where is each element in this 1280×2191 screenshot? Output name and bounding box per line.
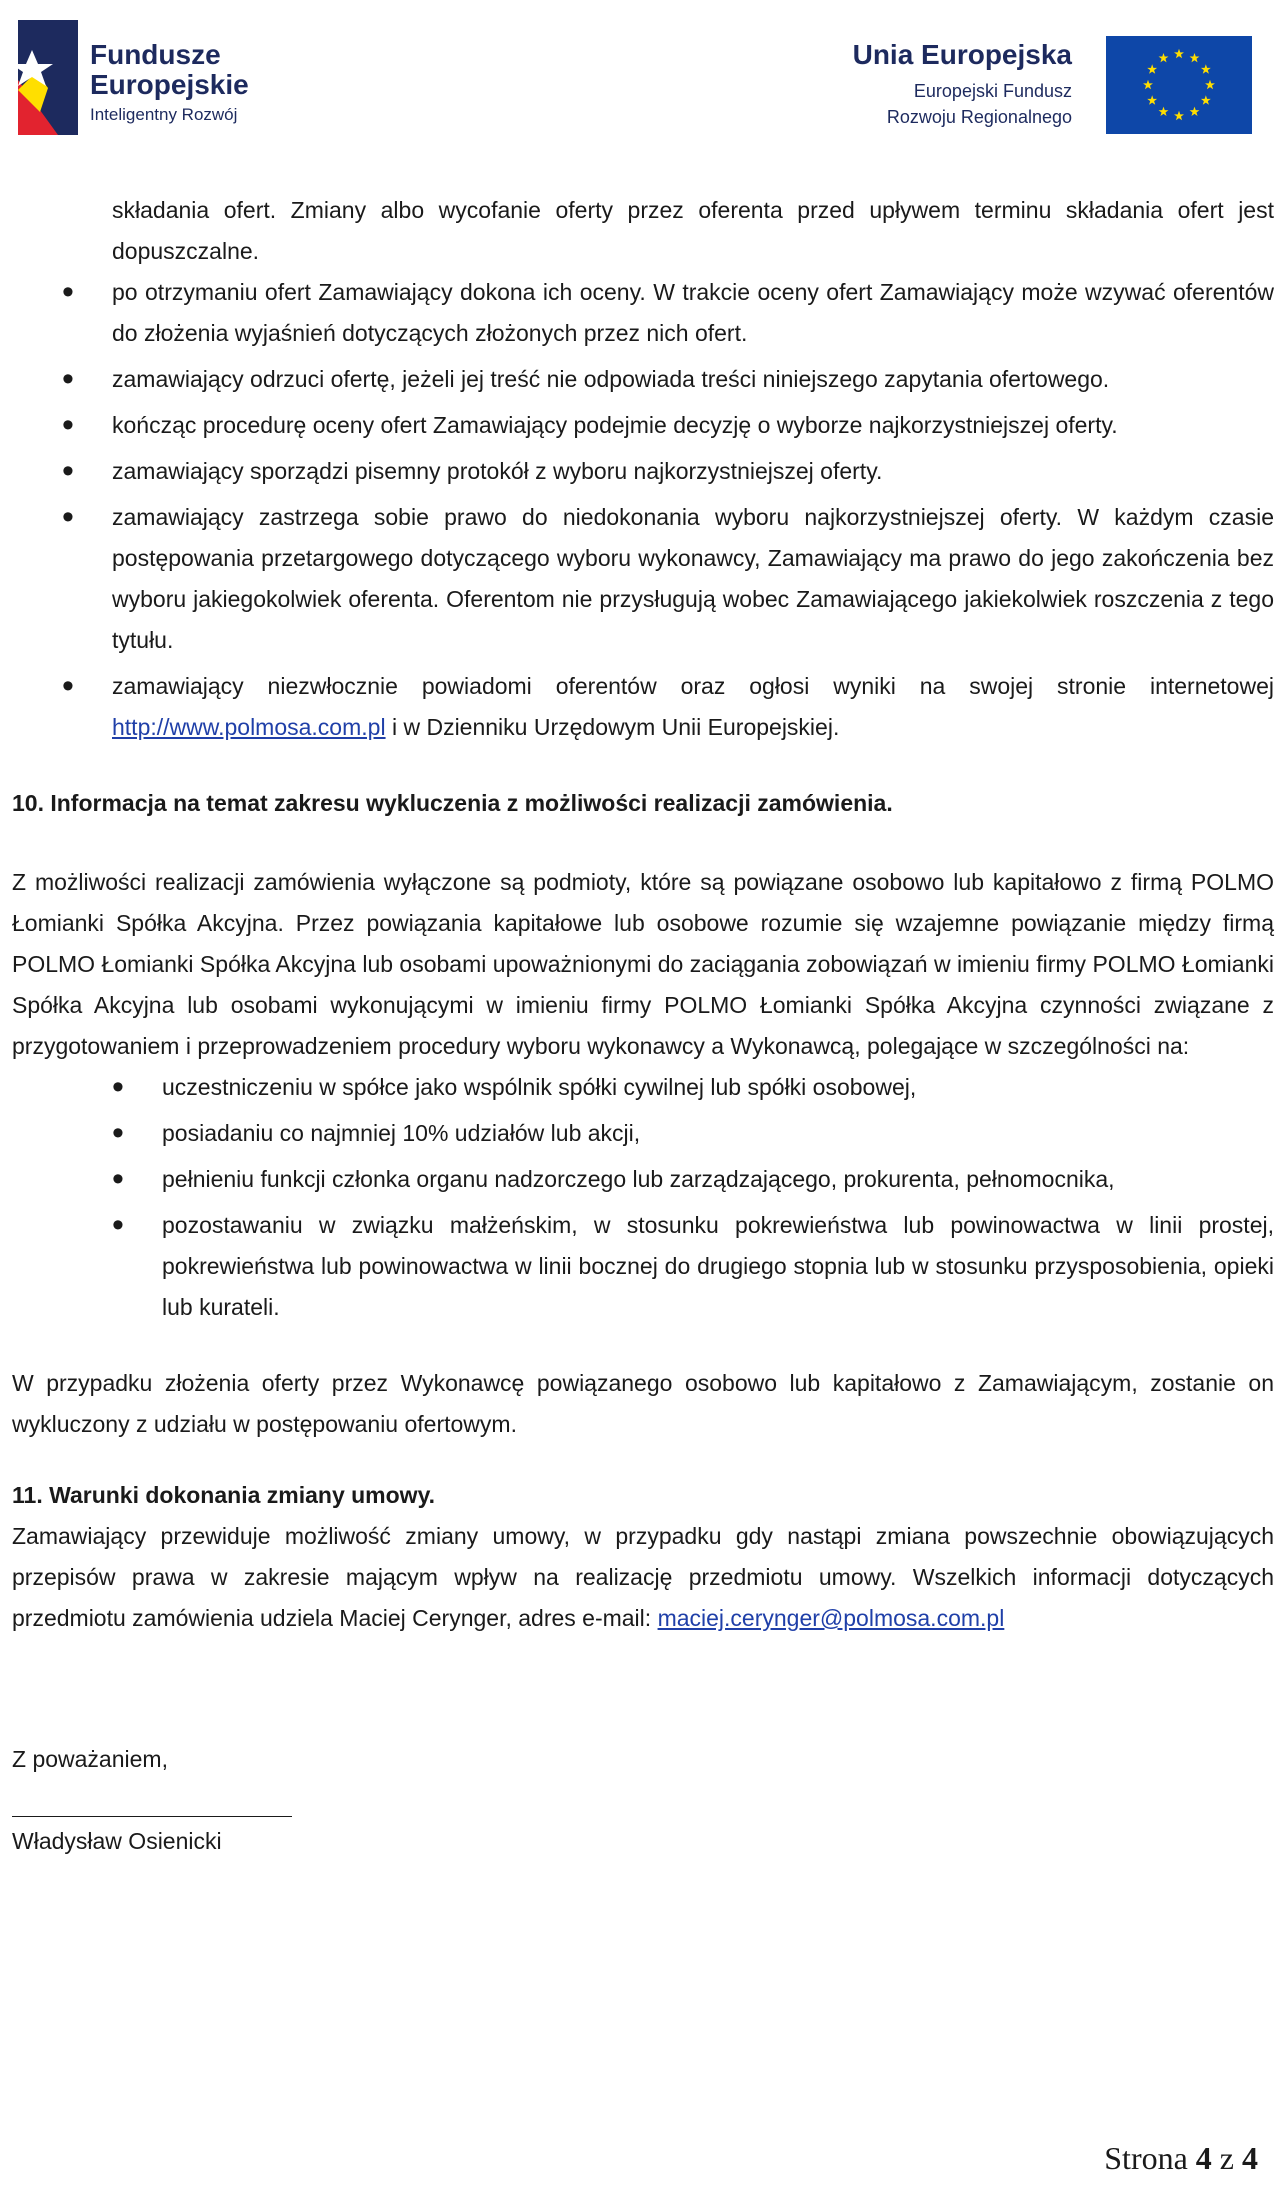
list-item: • kończąc procedurę oceny ofert Zamawiający podejmie decyzję o wyborze najkorzystniejszej oferty.: [12, 405, 1274, 446]
signatory-name: Władysław Osienicki: [12, 1828, 222, 1854]
list-item: • uczestniczeniu w spółce jako wspólnik spółki cywilnej lub spółki osobowej,: [12, 1067, 1274, 1108]
fundusze-europejskie-logo: [18, 20, 300, 135]
document-body: [12, 190, 1274, 1862]
page-number: [1104, 2138, 1258, 2179]
section-11-text: Zamawiający przewiduje możliwość zmiany umowy, w przypadku gdy nastąpi zmiana powszechnie obowiązujących przepisów prawa w zakresie mającym wpływ na realizację przedmiotu umowy. Wszelkich informacji dotyczących przedmiotu zamówienia udziela Maciej Cerynger, adres e-mail:: [12, 1523, 1274, 1631]
section-10-heading: 10. Informacja na temat zakresu wykluczenia z możliwości realizacji zamówienia.: [12, 790, 893, 816]
email-link[interactable]: maciej.cerynger@polmosa.com.pl: [657, 1605, 1005, 1631]
unia-europejska-logo: [814, 34, 1254, 136]
section-10-closing: W przypadku złożenia oferty przez Wykonawcę powiązanego osobowo lub kapitałowo z Zamawiającym, zostanie on wykluczony z udziału w postępowaniu ofertowym.: [12, 1370, 1274, 1437]
greeting: Z poważaniem,: [12, 1746, 168, 1772]
continued-paragraph: składania ofert. Zmiany albo wycofanie oferty przez oferenta przed upływem terminu składania ofert jest dopuszczalne.: [112, 197, 1274, 264]
exclusion-list: [12, 1067, 1274, 1328]
section-11-heading: 11. Warunki dokonania zmiany umowy.: [12, 1482, 436, 1508]
logo-left-line2: Europejskie: [90, 69, 249, 100]
website-link[interactable]: http://www.polmosa.com.pl: [112, 714, 386, 740]
logo-right-line2: Europejski Fundusz: [913, 81, 1072, 101]
list-item: • zamawiający odrzuci ofertę, jeżeli jej treść nie odpowiada treści niniejszego zapytania ofertowego.: [12, 359, 1274, 400]
signature-line: [12, 1816, 292, 1817]
logo-left-line1: Fundusze: [90, 39, 221, 70]
logo-left-line3: Inteligentny Rozwój: [90, 105, 238, 124]
page-header: [0, 0, 1280, 150]
list-item: • posiadaniu co najmniej 10% udziałów lub akcji,: [12, 1113, 1274, 1154]
page-of: z: [1219, 2140, 1234, 2176]
page-total: 4: [1242, 2140, 1258, 2176]
list-item: • pełnieniu funkcji członka organu nadzorczego lub zarządzającego, prokurenta, pełnomocnika,: [12, 1159, 1274, 1200]
list-item: • zamawiający sporządzi pisemny protokół z wyboru najkorzystniejszej oferty.: [12, 451, 1274, 492]
evaluation-procedure-list: [12, 272, 1274, 748]
section-10-paragraph: Z możliwości realizacji zamówienia wyłączone są podmioty, które są powiązane osobowo lub kapitałowo z firmą POLMO Łomianki Spółka Akcyjna. Przez powiązania kapitałowe lub osobowe rozumie się wzajemne powiązanie między firmą POLMO Łomianki Spółka Akcyjna lub osobami upoważnionymi do zaciągania zobowiązań w imieniu firmy POLMO Łomianki Spółka Akcyjna lub osobami wykonującymi w imieniu firmy POLMO Łomianki Spółka Akcyjna czynności związane z przygotowaniem i przeprowadzeniem procedury wyboru wykonawcy a Wykonawcą, polegające w szczególności na:: [12, 869, 1274, 1059]
list-item: • zamawiający zastrzega sobie prawo do niedokonania wyboru najkorzystniejszej oferty. W każdym czasie postępowania przetargowego dotyczącego wyboru wykonawcy, Zamawiający ma prawo do jego zakończenia bez wyboru jakiegokolwiek oferenta. Oferentom nie przysługują wobec Zamawiającego jakiekolwiek roszczenia z tego tytułu.: [12, 497, 1274, 661]
page-label: Strona: [1104, 2140, 1188, 2176]
page-current: 4: [1195, 2140, 1212, 2176]
logo-right-line3: Rozwoju Regionalnego: [886, 107, 1072, 127]
section-11-paragraph: [12, 1516, 1274, 1639]
list-item: [12, 666, 1274, 748]
eu-flag-icon: [1106, 36, 1252, 134]
logo-right-line1: Unia Europejska: [852, 39, 1072, 70]
list-item-text-end: i w Dzienniku Urzędowym Unii Europejskiej.: [385, 714, 840, 740]
list-item: • pozostawaniu w związku małżeńskim, w stosunku pokrewieństwa lub powinowactwa w linii prostej, pokrewieństwa lub powinowactwa w linii bocznej do drugiego stopnia lub w stosunku przysposobienia, opieki lub kurateli.: [12, 1205, 1274, 1328]
list-item: • po otrzymaniu ofert Zamawiający dokona ich oceny. W trakcie oceny ofert Zamawiający może wzywać oferentów do złożenia wyjaśnień dotyczących złożonych przez nich ofert.: [12, 272, 1274, 354]
list-item-text: zamawiający niezwłocznie powiadomi oferentów oraz ogłosi wyniki na swojej stronie internetowej: [112, 673, 1274, 699]
